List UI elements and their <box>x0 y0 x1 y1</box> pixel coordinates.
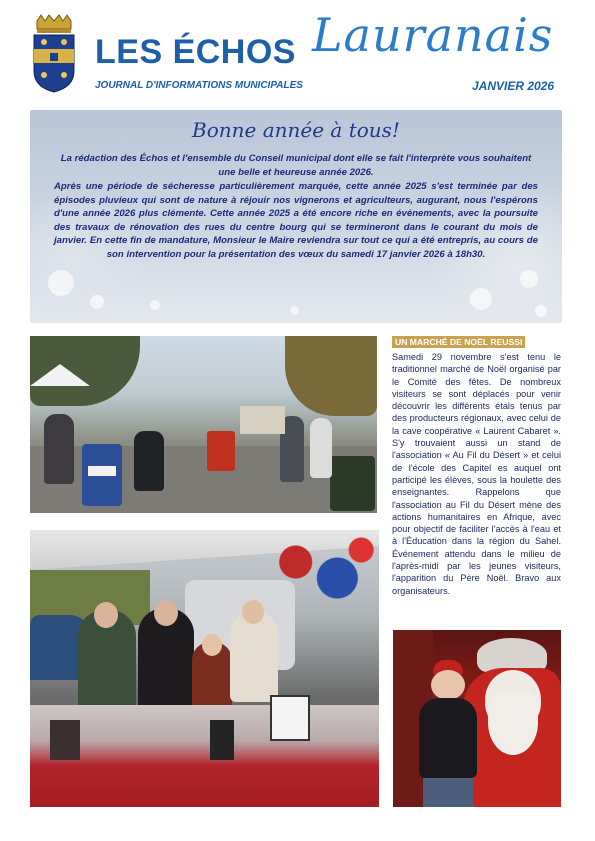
market-square-photo <box>30 336 377 513</box>
article-body: Samedi 29 novembre s'est tenu le traditionnel marché de Noël organisé par le Comité des fêtes. De nombreux visiteurs se sont déplacés pour venir découvrir les différents étals tenus par des producteurs régionaux, avec celui de la cave coopérative « Laurent Cabaret ». S'y trouvaient aussi un stand de l'association « Au Fil du Désert » et celui de l'école des Capitel es auquel ont participé les élèves, sous la houlette des enseignantes. Rappelons que l'association au Fil du Désert mène des actions humanitaires en Afrique, avec pour objectif de faciliter l'accès à l'eau et à l'Éducation dans la région du Sahel. Événement attendu dans le milieu de l'après-midi par les jeunes visiteurs, l'apparition du Père Noël. Bravo aux organisateurs. <box>392 352 561 596</box>
issue-date: JANVIER 2026 <box>472 79 555 93</box>
editorial-title: Bonne année à tous! <box>192 118 400 142</box>
editorial-paragraph: Après une période de sécheresse particulièrement marquée, cette année 2025 s'est terminée par des épisodes pluvieux qui sont de nature à réjouir nos vignerons et agriculteurs, augurant, nous l'espérons d'une année 2026 plus clémente. Cette année 2025 a été encore riche en événements, avec la poursuite des travaux de rénovation des rues du centre bourg qui se termineront dans le courant du mois de janvier. En cette fin de mandature, Monsieur le Maire reviendra sur tout ce qui a été entrepris, au cours de son intervention pour la présentation des vœux du samedi 17 janvier 2026 à 18h30. <box>54 181 538 260</box>
newsletter-subtitle: JOURNAL D'INFORMATIONS MUNICIPALES <box>95 80 303 91</box>
santa-claus-photo <box>393 630 561 807</box>
town-crest-icon <box>31 13 77 93</box>
editorial-paragraph: La rédaction des Échos et l'ensemble du Conseil municipal dont elle se fait l'interprète vous souhaitent une belle et heureuse année 2026. <box>60 153 532 178</box>
section-tag: UN MARCHÉ DE NOËL REUSSI <box>392 336 525 348</box>
newsletter-title: LES ÉCHOS <box>95 33 296 71</box>
newsletter-title-script: Lauranais <box>312 8 554 62</box>
christmas-stall-photo <box>30 530 379 807</box>
editorial-box <box>30 110 562 323</box>
